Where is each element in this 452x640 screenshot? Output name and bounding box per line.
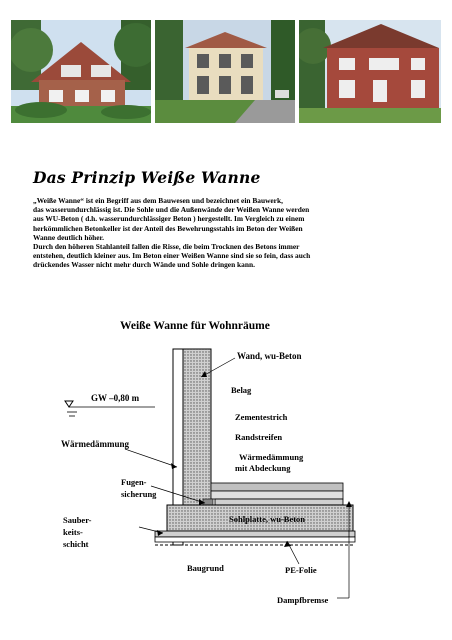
label-belag: Belag [231, 385, 252, 395]
label-fugen-1: Fugen- [121, 477, 147, 487]
body-line: „Weiße Wanne“ ist ein Begriff aus dem Bauwesen und bezeichnet ein Bauwerk, [33, 196, 283, 205]
body-line: Wanne deutlich höher. [33, 232, 104, 242]
body-line: entstehen, deutlich kleiner aus. Im Beton einer Weißen Wanne sind sie so fein, dass auch [33, 251, 311, 261]
label-sauber-2: keits- [63, 527, 83, 537]
body-line: herkömmlichen Betonkeller ist der Anteil des Bewehrungsstahls im Beton der Weißen [33, 223, 303, 233]
label-insulation-left: Wärmedämmung [61, 439, 129, 449]
body-line: drückendes Wasser nicht mehr durch Wände und Sohle dringen kann. [33, 260, 255, 270]
label-sohlplatte: Sohlplatte, wu-Beton [229, 514, 306, 524]
label-fugen-2: sicherung [121, 489, 157, 499]
body-line: aus WU-Beton ( d.h. wasserundurchlässiger Beton ) hergestellt. Im Vergleich zu einem [33, 214, 305, 224]
article-body [33, 196, 431, 270]
body-line: Durch den höheren Stahlanteil fallen die Risse, die beim Trocknen des Betons immer [33, 242, 300, 252]
label-pe: PE-Folie [285, 565, 317, 575]
label-sauber-3: schicht [63, 539, 89, 549]
label-insulation-cover-2: mit Abdeckung [235, 463, 291, 473]
groundwater-marker [65, 393, 155, 416]
house-photo-1 [11, 20, 151, 123]
gw-label: GW –0,80 m [91, 393, 140, 403]
body-line: das wasserundurchlässig ist. Die Sohle und die Außenwände der Weißen Wanne werden [33, 205, 310, 215]
label-estrich: Zementestrich [235, 412, 288, 422]
construction-diagram [55, 315, 385, 615]
label-wall: Wand, wu-Beton [237, 351, 302, 361]
house-photo-3 [299, 20, 441, 123]
label-insulation-cover-1: Wärmedämmung [239, 452, 304, 462]
diagram-title: Weiße Wanne für Wohnräume [120, 320, 270, 332]
label-dampf: Dampfbremse [277, 595, 329, 605]
label-sauber-1: Sauber- [63, 515, 92, 525]
label-baugrund: Baugrund [187, 563, 224, 573]
label-randstreifen: Randstreifen [235, 432, 283, 442]
photo-strip [11, 20, 441, 123]
article-title: Das Prinzip Weiße Wanne [33, 168, 261, 187]
house-photo-2 [155, 20, 295, 123]
